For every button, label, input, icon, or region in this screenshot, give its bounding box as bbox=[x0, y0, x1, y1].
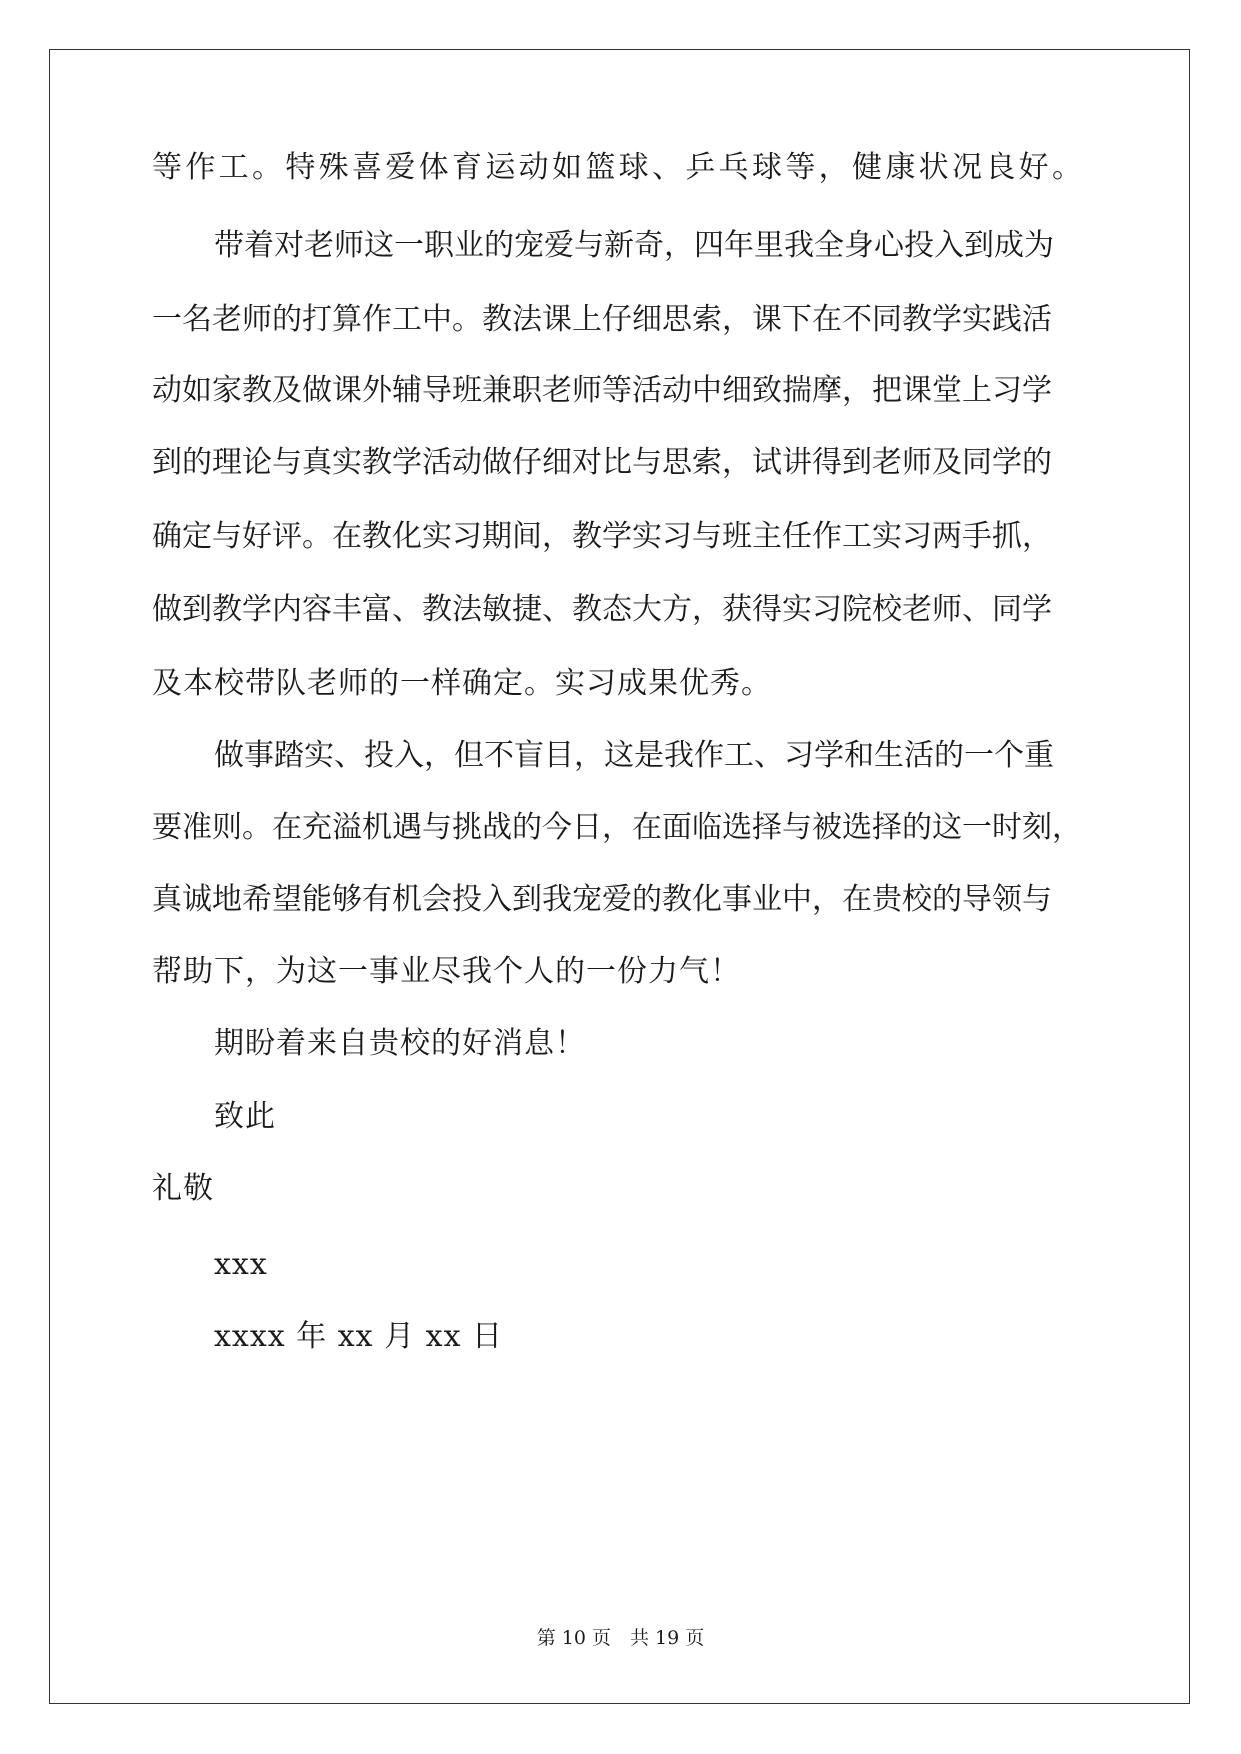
body-line: 帮助下，为这一事业尽我个人的一份力气！ bbox=[152, 954, 741, 989]
body-line: 动如家教及做课外辅导班兼职老师等活动中细致揣摩，把课堂上习学 bbox=[152, 373, 1052, 408]
salutation-zhici: 致此 bbox=[214, 1099, 276, 1134]
body-line: 确定与好评。在教化实习期间，教学实习与班主任作工实习两手抓， bbox=[152, 519, 1052, 554]
body-line: 真诚地希望能够有机会投入到我宠爱的教化事业中，在贵校的导领与 bbox=[152, 882, 1052, 917]
body-line: 一名老师的打算作工中。教法课上仔细思索，课下在不同教学实践活 bbox=[152, 302, 1052, 337]
body-line: 及本校带队老师的一样确定。实习成果优秀。 bbox=[152, 666, 772, 701]
body-line: 要准则。在充溢机遇与挑战的今日，在面临选择与被选择的这一时刻， bbox=[152, 810, 1082, 845]
page-indicator: 第 10 页 共 19 页 bbox=[536, 1627, 705, 1649]
salutation-lijing: 礼敬 bbox=[152, 1171, 214, 1206]
signature-date: xxxx 年 xx 月 xx 日 bbox=[214, 1319, 504, 1354]
body-line: 等作工。特殊喜爱体育运动如篮球、乒乓球等，健康状况良好。 bbox=[152, 150, 1082, 185]
body-line: 带着对老师这一职业的宠爱与新奇，四年里我全身心投入到成为 bbox=[214, 228, 1054, 263]
signature-name: xxx bbox=[214, 1247, 268, 1282]
body-line: 做事踏实、投入，但不盲目，这是我作工、习学和生活的一个重 bbox=[214, 738, 1054, 773]
closing-line: 期盼着来自贵校的好消息！ bbox=[214, 1026, 586, 1061]
page-frame bbox=[49, 49, 1190, 1704]
body-line: 做到教学内容丰富、教法敏捷、教态大方，获得实习院校老师、同学 bbox=[152, 592, 1052, 627]
body-line: 到的理论与真实教学活动做仔细对比与思索，试讲得到老师及同学的 bbox=[152, 445, 1052, 480]
